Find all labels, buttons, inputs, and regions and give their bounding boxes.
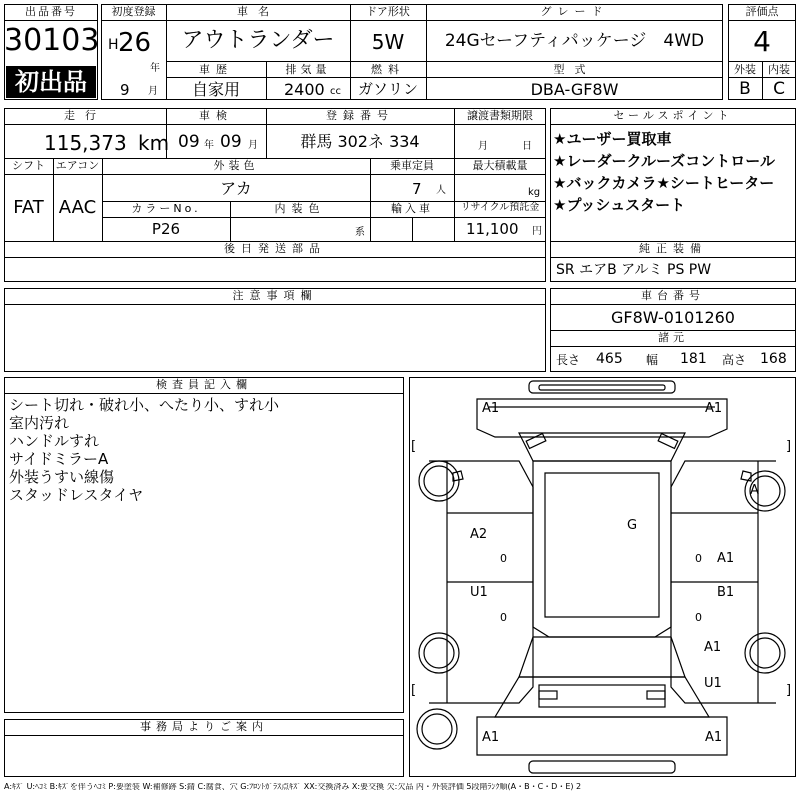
zero-mark: 0: [695, 552, 702, 565]
inspector-note: サイドミラーA: [9, 450, 109, 468]
lot-number-label: 出品番号: [25, 5, 77, 18]
seats-label: 乗車定員: [390, 159, 434, 172]
width-label: 幅: [646, 353, 659, 367]
color: アカ: [220, 179, 252, 198]
inspector-note: ハンドルすれ: [9, 432, 100, 450]
first-reg-label: 初度登録: [111, 5, 156, 18]
sales-point-4: ★プッシュスタート: [553, 196, 686, 214]
displacement-unit: cc: [330, 86, 341, 97]
damage-mark: A1: [482, 401, 500, 416]
office-label: 事務局よりご案内: [140, 720, 268, 733]
load-unit: kg: [528, 187, 541, 198]
damage-mark: B1: [717, 585, 735, 600]
damage-mark: A1: [705, 401, 723, 416]
color-no-label: カラーNo.: [131, 202, 201, 215]
mileage: 115,373: [44, 131, 127, 155]
model-code: DBA-GF8W: [530, 80, 619, 99]
inspector-label: 検査員記入欄: [156, 378, 252, 391]
first-listing-text: 初出品: [15, 68, 87, 96]
later-parts-label: 後日発送部品: [224, 242, 326, 255]
sales-point-3: ★バックカメラ★シートヒーター: [553, 174, 775, 192]
equipment: SR エアB アルミ PS PW: [556, 262, 712, 278]
displacement: 2400: [284, 80, 325, 99]
bracket: ]: [786, 683, 792, 698]
transfer-day: 日: [522, 141, 532, 152]
bracket: [: [411, 439, 417, 454]
load-label: 最大積載量: [472, 159, 528, 172]
sales-point-2: ★レーダークルーズコントロール: [553, 152, 775, 170]
damage-mark: G: [627, 518, 638, 533]
exterior-grade: B: [739, 79, 751, 99]
bracket: ]: [786, 439, 792, 454]
grade: 24Gセーフティパッケージ 4WD: [444, 31, 705, 51]
grade-label: グレード: [540, 5, 609, 18]
damage-mark: U1: [704, 676, 722, 691]
int-color-unit: 系: [355, 227, 365, 238]
plate-label: 登録番号: [326, 109, 394, 122]
damage-mark: A1: [482, 730, 500, 745]
color-label: 外装色: [213, 159, 259, 172]
score-label: 評価点: [745, 5, 779, 18]
insp-year-unit: 年: [204, 140, 214, 151]
plate-number: 群馬 302ネ 334: [300, 132, 420, 151]
bracket: [: [411, 683, 417, 698]
shift-label: シフト: [12, 159, 45, 172]
interior-grade: C: [773, 79, 785, 99]
seats-unit: 人: [436, 185, 446, 196]
car-name-label: 車名: [237, 5, 279, 18]
month-unit: 月: [148, 86, 158, 97]
height-label: 高さ: [722, 353, 747, 367]
damage-mark: A2: [470, 527, 488, 542]
mileage-unit: km: [138, 131, 170, 155]
car-name: アウトランダー: [181, 28, 335, 53]
seats: 7: [412, 180, 422, 198]
length-label: 長さ: [556, 353, 581, 367]
damage-mark: A1: [705, 730, 723, 745]
inspector-note: 室内汚れ: [9, 414, 70, 432]
shift: FAT: [13, 197, 44, 218]
color-no: P26: [151, 220, 181, 238]
fuel: ガソリン: [357, 80, 418, 98]
fuel-label: 燃料: [371, 63, 405, 76]
era: H: [108, 37, 119, 53]
chassis-label: 車台番号: [641, 289, 705, 302]
damage-mark: A: [750, 483, 759, 498]
width: 181: [680, 351, 707, 367]
exterior-label: 外装: [734, 63, 756, 76]
door-label: ドア形状: [366, 5, 410, 18]
model-label: 型式: [553, 63, 596, 76]
equipment-label: 純正装備: [639, 242, 707, 255]
inspector-note: シート切れ・破れ小、へたり小、すれ小: [9, 396, 280, 414]
sales-point-1: ★ユーザー買取車: [553, 130, 672, 148]
score: 4: [753, 25, 771, 58]
inspector-notes: [9, 396, 279, 504]
mileage-label: 走行: [64, 109, 106, 122]
insp-year: 09: [178, 132, 200, 152]
int-color-label: 内装色: [274, 202, 326, 215]
chassis-number: GF8W-0101260: [611, 308, 735, 327]
displacement-label: 排気量: [285, 63, 331, 76]
zero-mark: 0: [500, 611, 507, 624]
recycle-unit: 円: [532, 226, 542, 237]
inspection-label: 車検: [199, 109, 233, 122]
transfer-month: 月: [478, 141, 488, 152]
notes-label: 注意事項欄: [232, 289, 318, 302]
inspector-note: 外装うすい線傷: [9, 468, 115, 486]
interior-label: 内装: [768, 63, 790, 76]
length: 465: [596, 351, 623, 367]
inspector-note: スタッドレスタイヤ: [9, 486, 144, 504]
height: 168: [760, 351, 787, 367]
transfer-label: 譲渡書類期限: [467, 109, 533, 122]
insp-month: 09: [220, 132, 242, 152]
recycle-fee: 11,100: [466, 220, 519, 238]
zero-mark: 0: [500, 552, 507, 565]
legend: A:ｷｽﾞ U:ﾍｺﾐ B:ｷｽﾞを伴うﾍｺﾐ P:要塗装 W:補修跡 S:錆 C:腐食、穴 G:ﾌﾛﾝﾄｶﾞﾗｽ点ｷｽﾞ XX:交換済み X:要交換 欠:欠品 内・外装評価 5段階ﾗﾝｸ順(A・B・C・D・E) 2: [4, 783, 582, 791]
damage-mark: U1: [470, 585, 488, 600]
damage-mark: A1: [717, 551, 735, 566]
ac-label: エアコン: [55, 159, 100, 172]
dims-label: 諸元: [658, 331, 688, 344]
reg-month: 9: [120, 81, 130, 99]
reg-year: 26: [118, 28, 152, 58]
zero-mark: 0: [695, 611, 702, 624]
recycle-label: リサイクル預託金: [460, 202, 540, 213]
ac: AAC: [58, 197, 97, 218]
lot-number: 30103: [4, 23, 100, 58]
history: 自家用: [191, 80, 240, 99]
damage-mark: A1: [704, 640, 722, 655]
car-diagram: [409, 377, 796, 777]
history-label: 車歴: [199, 63, 233, 76]
year-unit: 年: [150, 63, 160, 74]
door-type: 5W: [371, 30, 405, 54]
insp-month-unit: 月: [248, 140, 258, 151]
sales-points-label: セールスポイント: [613, 109, 733, 122]
import-label: 輸入車: [391, 202, 433, 215]
